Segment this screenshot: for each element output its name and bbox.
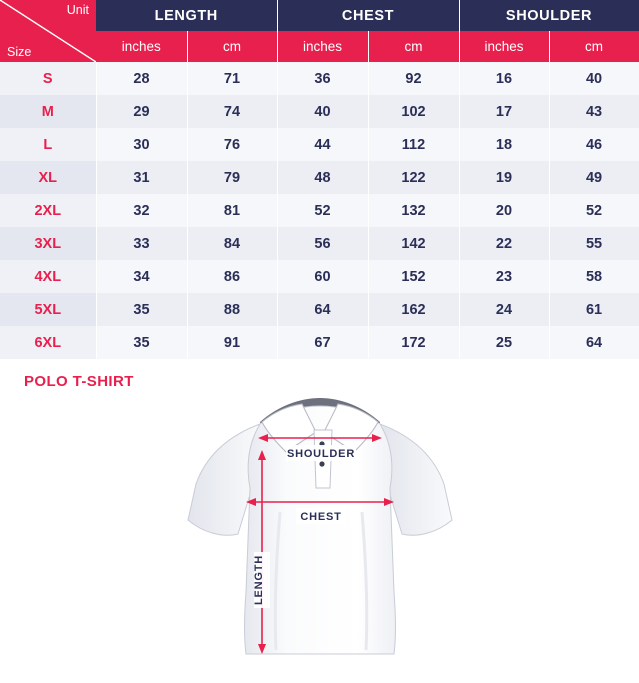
cell-length-cm: 86: [187, 260, 277, 293]
cell-shoulder-cm: 52: [549, 194, 639, 227]
cell-shoulder-inches: 17: [459, 95, 549, 128]
cell-chest-inches: 56: [277, 227, 368, 260]
chest-label: CHEST: [299, 511, 342, 523]
group-header-shoulder: SHOULDER: [459, 0, 639, 31]
cell-length-inches: 30: [96, 128, 187, 161]
table-row: [0, 260, 639, 293]
cell-length-inches: 35: [96, 326, 187, 359]
cell-chest-inches: 36: [277, 62, 368, 95]
table-row: [0, 95, 639, 128]
unit-header-shoulder-cm: cm: [549, 31, 639, 62]
cell-shoulder-inches: 19: [459, 161, 549, 194]
cell-shoulder-inches: 22: [459, 227, 549, 260]
cell-length-inches: 29: [96, 95, 187, 128]
corner-unit-size-cell: [0, 0, 96, 62]
size-label: M: [0, 95, 96, 128]
cell-shoulder-inches: 16: [459, 62, 549, 95]
cell-chest-cm: 102: [368, 95, 459, 128]
cell-chest-inches: 60: [277, 260, 368, 293]
cell-length-cm: 71: [187, 62, 277, 95]
cell-shoulder-inches: 18: [459, 128, 549, 161]
cell-chest-cm: 162: [368, 293, 459, 326]
cell-length-inches: 28: [96, 62, 187, 95]
cell-shoulder-inches: 24: [459, 293, 549, 326]
cell-shoulder-inches: 23: [459, 260, 549, 293]
unit-header-length-cm: cm: [187, 31, 277, 62]
cell-shoulder-cm: 64: [549, 326, 639, 359]
size-label: S: [0, 62, 96, 95]
unit-header-shoulder-inches: inches: [459, 31, 549, 62]
table-row: [0, 227, 639, 260]
cell-length-cm: 84: [187, 227, 277, 260]
cell-length-inches: 32: [96, 194, 187, 227]
shoulder-label: SHOULDER: [286, 448, 355, 460]
cell-chest-inches: 67: [277, 326, 368, 359]
cell-length-inches: 34: [96, 260, 187, 293]
table-group-header-row: [0, 0, 639, 31]
cell-chest-inches: 44: [277, 128, 368, 161]
cell-length-cm: 91: [187, 326, 277, 359]
cell-length-inches: 31: [96, 161, 187, 194]
cell-length-cm: 81: [187, 194, 277, 227]
polo-shirt-illustration: [0, 392, 639, 672]
cell-chest-cm: 92: [368, 62, 459, 95]
unit-header-chest-inches: inches: [277, 31, 368, 62]
cell-shoulder-cm: 40: [549, 62, 639, 95]
cell-length-cm: 74: [187, 95, 277, 128]
cell-chest-cm: 152: [368, 260, 459, 293]
group-header-chest: CHEST: [277, 0, 459, 31]
cell-chest-cm: 122: [368, 161, 459, 194]
cell-length-cm: 88: [187, 293, 277, 326]
cell-length-inches: 35: [96, 293, 187, 326]
page-title: POLO T-SHIRT: [24, 373, 134, 390]
table-row: [0, 128, 639, 161]
cell-chest-inches: 64: [277, 293, 368, 326]
size-label: 5XL: [0, 293, 96, 326]
size-label: 2XL: [0, 194, 96, 227]
cell-chest-cm: 142: [368, 227, 459, 260]
length-label: LENGTH: [252, 554, 265, 606]
cell-length-cm: 79: [187, 161, 277, 194]
size-label: L: [0, 128, 96, 161]
cell-chest-inches: 40: [277, 95, 368, 128]
cell-length-inches: 33: [96, 227, 187, 260]
polo-shirt-diagram-icon: [110, 392, 530, 672]
size-label: XL: [0, 161, 96, 194]
size-label: 3XL: [0, 227, 96, 260]
cell-shoulder-cm: 58: [549, 260, 639, 293]
size-label: 4XL: [0, 260, 96, 293]
cell-chest-inches: 52: [277, 194, 368, 227]
cell-chest-inches: 48: [277, 161, 368, 194]
table-row: [0, 293, 639, 326]
button-bottom: [319, 461, 324, 466]
corner-unit-label: Unit: [66, 3, 89, 17]
table-row: [0, 62, 639, 95]
corner-size-label: Size: [7, 45, 32, 59]
cell-chest-cm: 132: [368, 194, 459, 227]
cell-chest-cm: 172: [368, 326, 459, 359]
cell-shoulder-cm: 55: [549, 227, 639, 260]
cell-shoulder-cm: 49: [549, 161, 639, 194]
table-row: [0, 326, 639, 359]
unit-header-chest-cm: cm: [368, 31, 459, 62]
table-row: [0, 161, 639, 194]
cell-shoulder-inches: 25: [459, 326, 549, 359]
cell-shoulder-cm: 61: [549, 293, 639, 326]
group-header-length: LENGTH: [96, 0, 277, 31]
cell-shoulder-cm: 46: [549, 128, 639, 161]
table-row: [0, 194, 639, 227]
unit-header-length-inches: inches: [96, 31, 187, 62]
cell-chest-cm: 112: [368, 128, 459, 161]
cell-length-cm: 76: [187, 128, 277, 161]
cell-shoulder-cm: 43: [549, 95, 639, 128]
cell-shoulder-inches: 20: [459, 194, 549, 227]
size-label: 6XL: [0, 326, 96, 359]
